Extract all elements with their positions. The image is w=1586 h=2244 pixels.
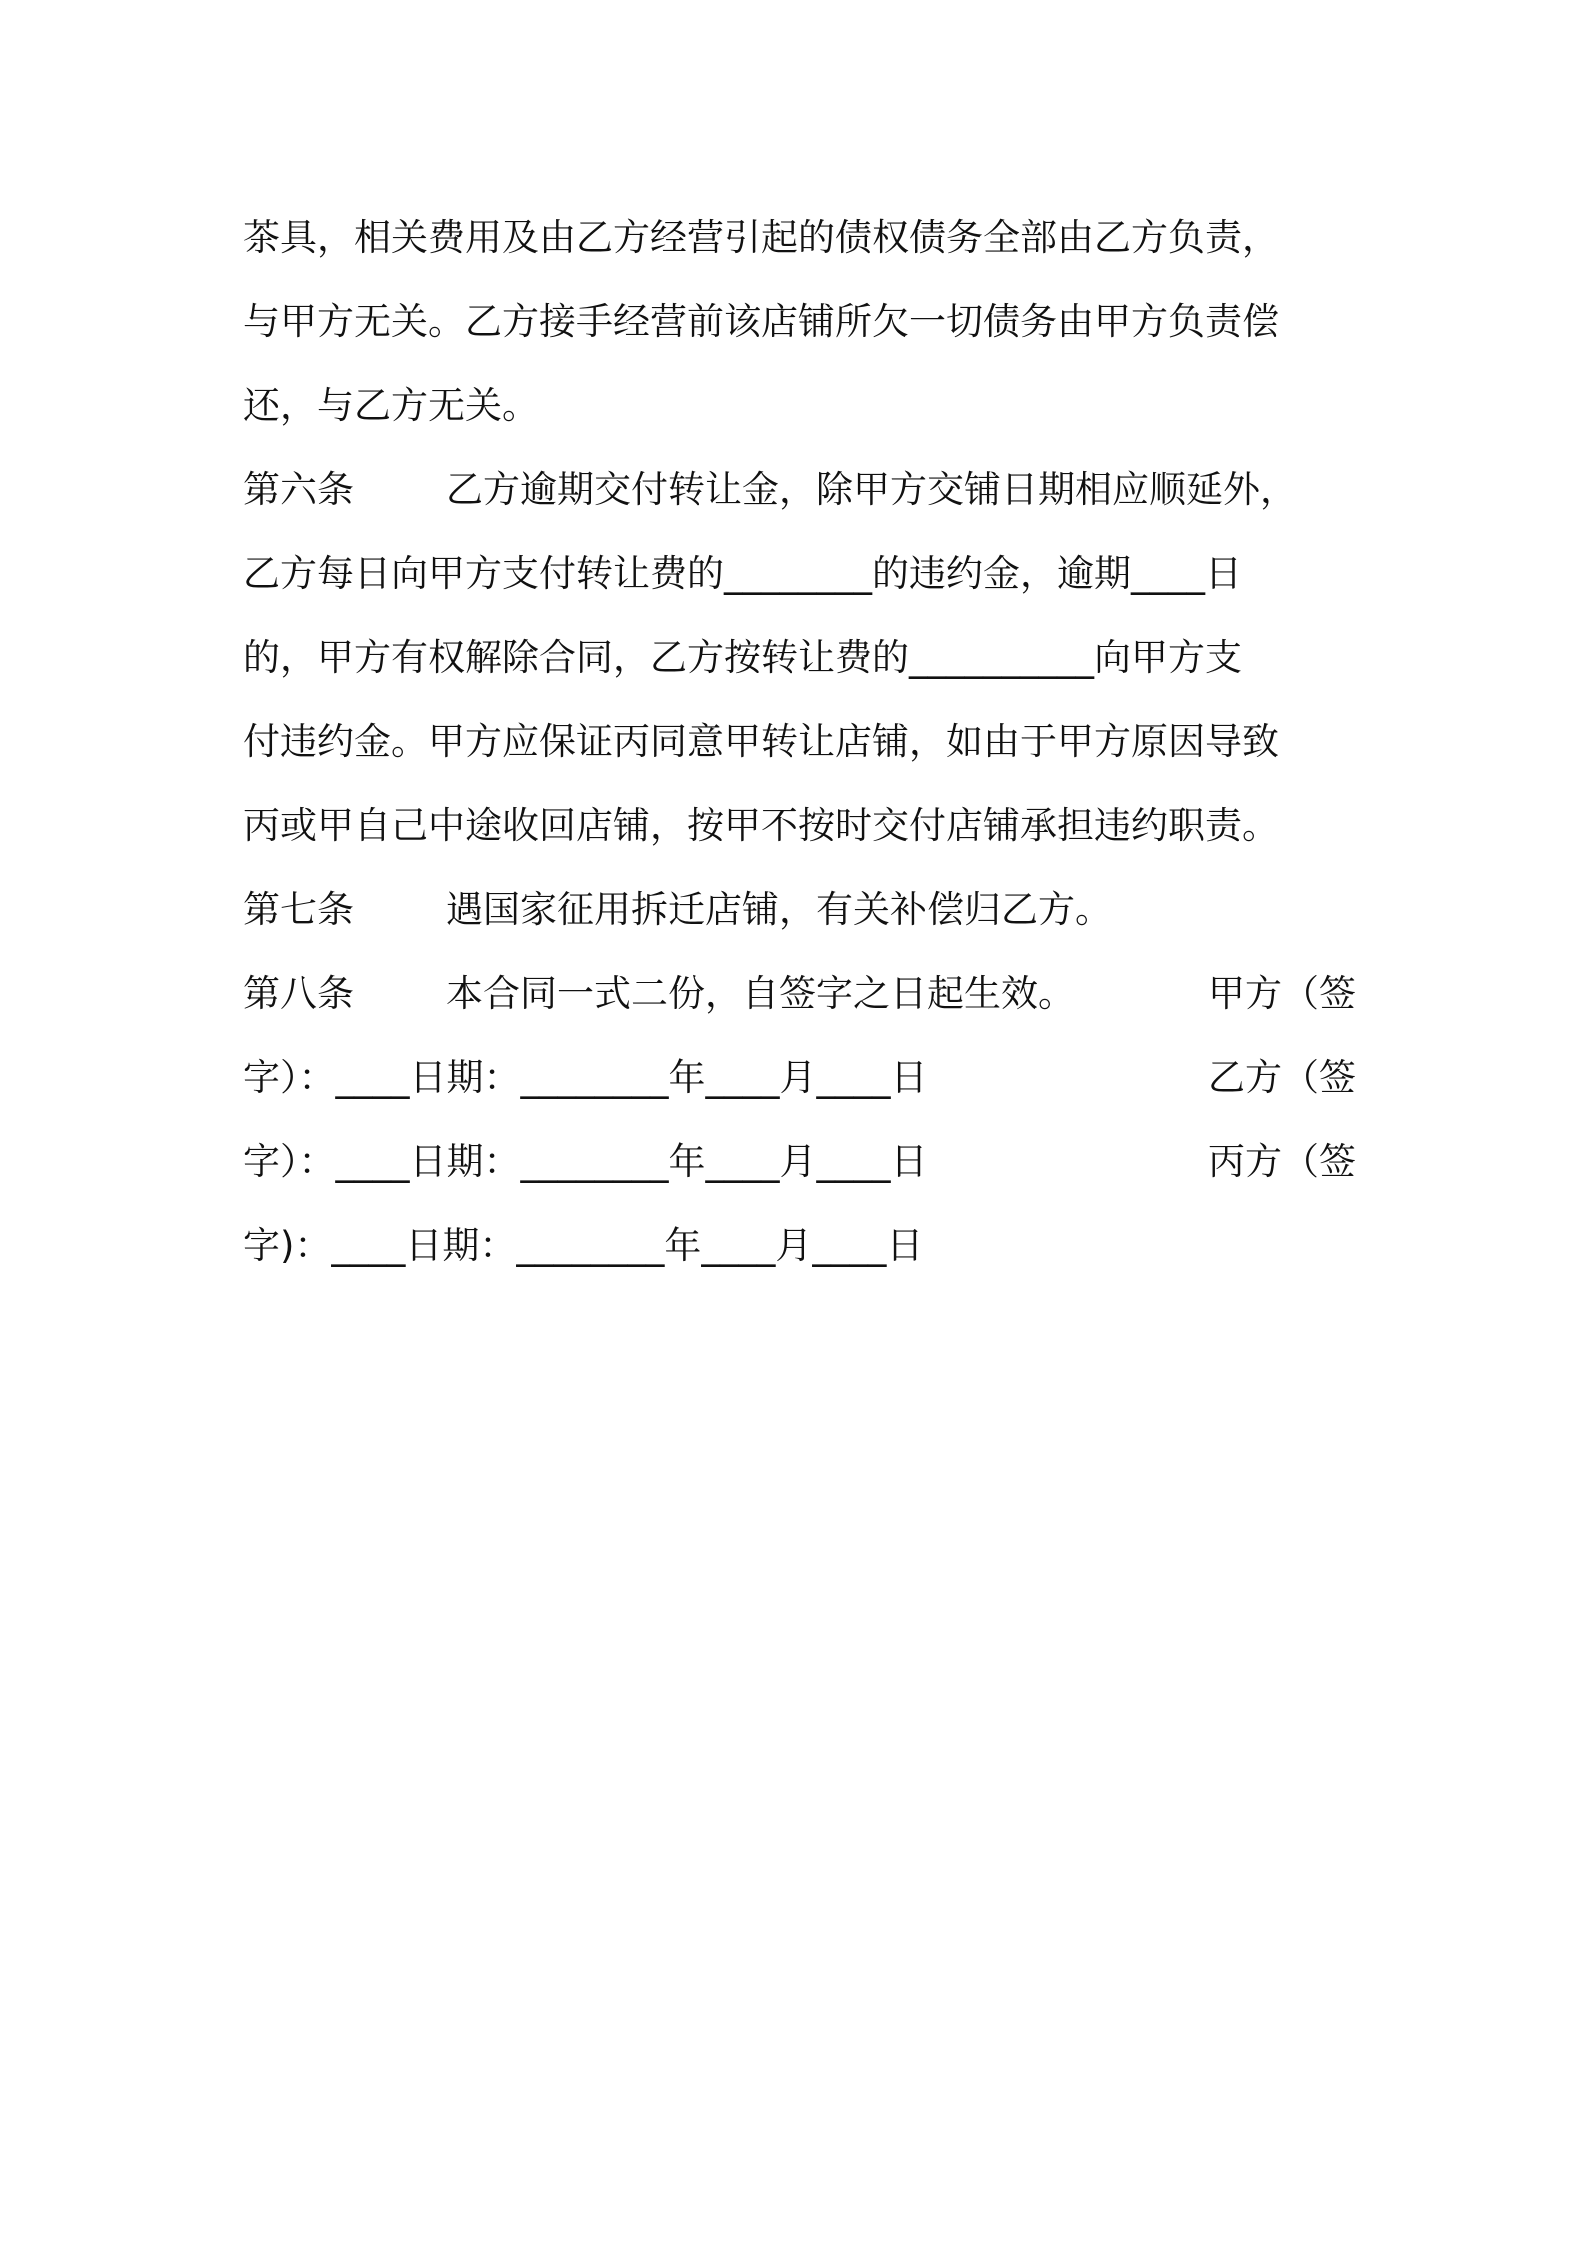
contract-text <box>243 196 1356 1288</box>
clause7-text: 遇国家征用拆迁店铺，有关补偿归乙方。 <box>446 888 1112 931</box>
clause5-line-3: 还，与乙方无关。 <box>243 384 539 427</box>
clause8-heading: 第八条 <box>243 972 354 1015</box>
clause8-left <box>243 952 1075 1036</box>
party-c-label: 丙方（签 <box>1208 1140 1356 1183</box>
party-a-label: 甲方（签 <box>1208 972 1356 1015</box>
clause8-line <box>243 952 1356 1036</box>
party-a-signature: 字）：____日期：________年____月____日 <box>243 1056 928 1099</box>
clause7-line <box>243 868 1356 952</box>
party-b-signature: 字）：____日期：________年____月____日 <box>243 1140 928 1183</box>
clause5-line-1: 茶具，相关费用及由乙方经营引起的债权债务全部由乙方负责， <box>243 216 1279 259</box>
clause7-heading: 第七条 <box>243 888 354 931</box>
clause6-line-5: 丙或甲自己中途收回店铺，按甲不按时交付店铺承担违约职责。 <box>243 804 1279 847</box>
signature-line-2 <box>243 1120 1356 1204</box>
clause6-heading: 第六条 <box>243 468 354 511</box>
clause8-text: 本合同一式二份，自签字之日起生效。 <box>446 972 1075 1015</box>
clause6-line-3: 的，甲方有权解除合同，乙方按转让费的__________向甲方支 <box>243 636 1242 679</box>
clause6-text-1: 乙方逾期交付转让金，除甲方交铺日期相应顺延外， <box>446 468 1297 511</box>
clause6-line-2: 乙方每日向甲方支付转让费的________的违约金，逾期____日 <box>243 552 1242 595</box>
signature-line-3: 字)：____日期：________年____月____日 <box>243 1224 924 1267</box>
party-b-label: 乙方（签 <box>1208 1056 1356 1099</box>
signature-line-1 <box>243 1036 1356 1120</box>
clause5-line-2: 与甲方无关。乙方接手经营前该店铺所欠一切债务由甲方负责偿 <box>243 300 1279 343</box>
clause6-line-1 <box>243 448 1356 532</box>
clause6-line-4: 付违约金。甲方应保证丙同意甲转让店铺，如由于甲方原因导致 <box>243 720 1279 763</box>
